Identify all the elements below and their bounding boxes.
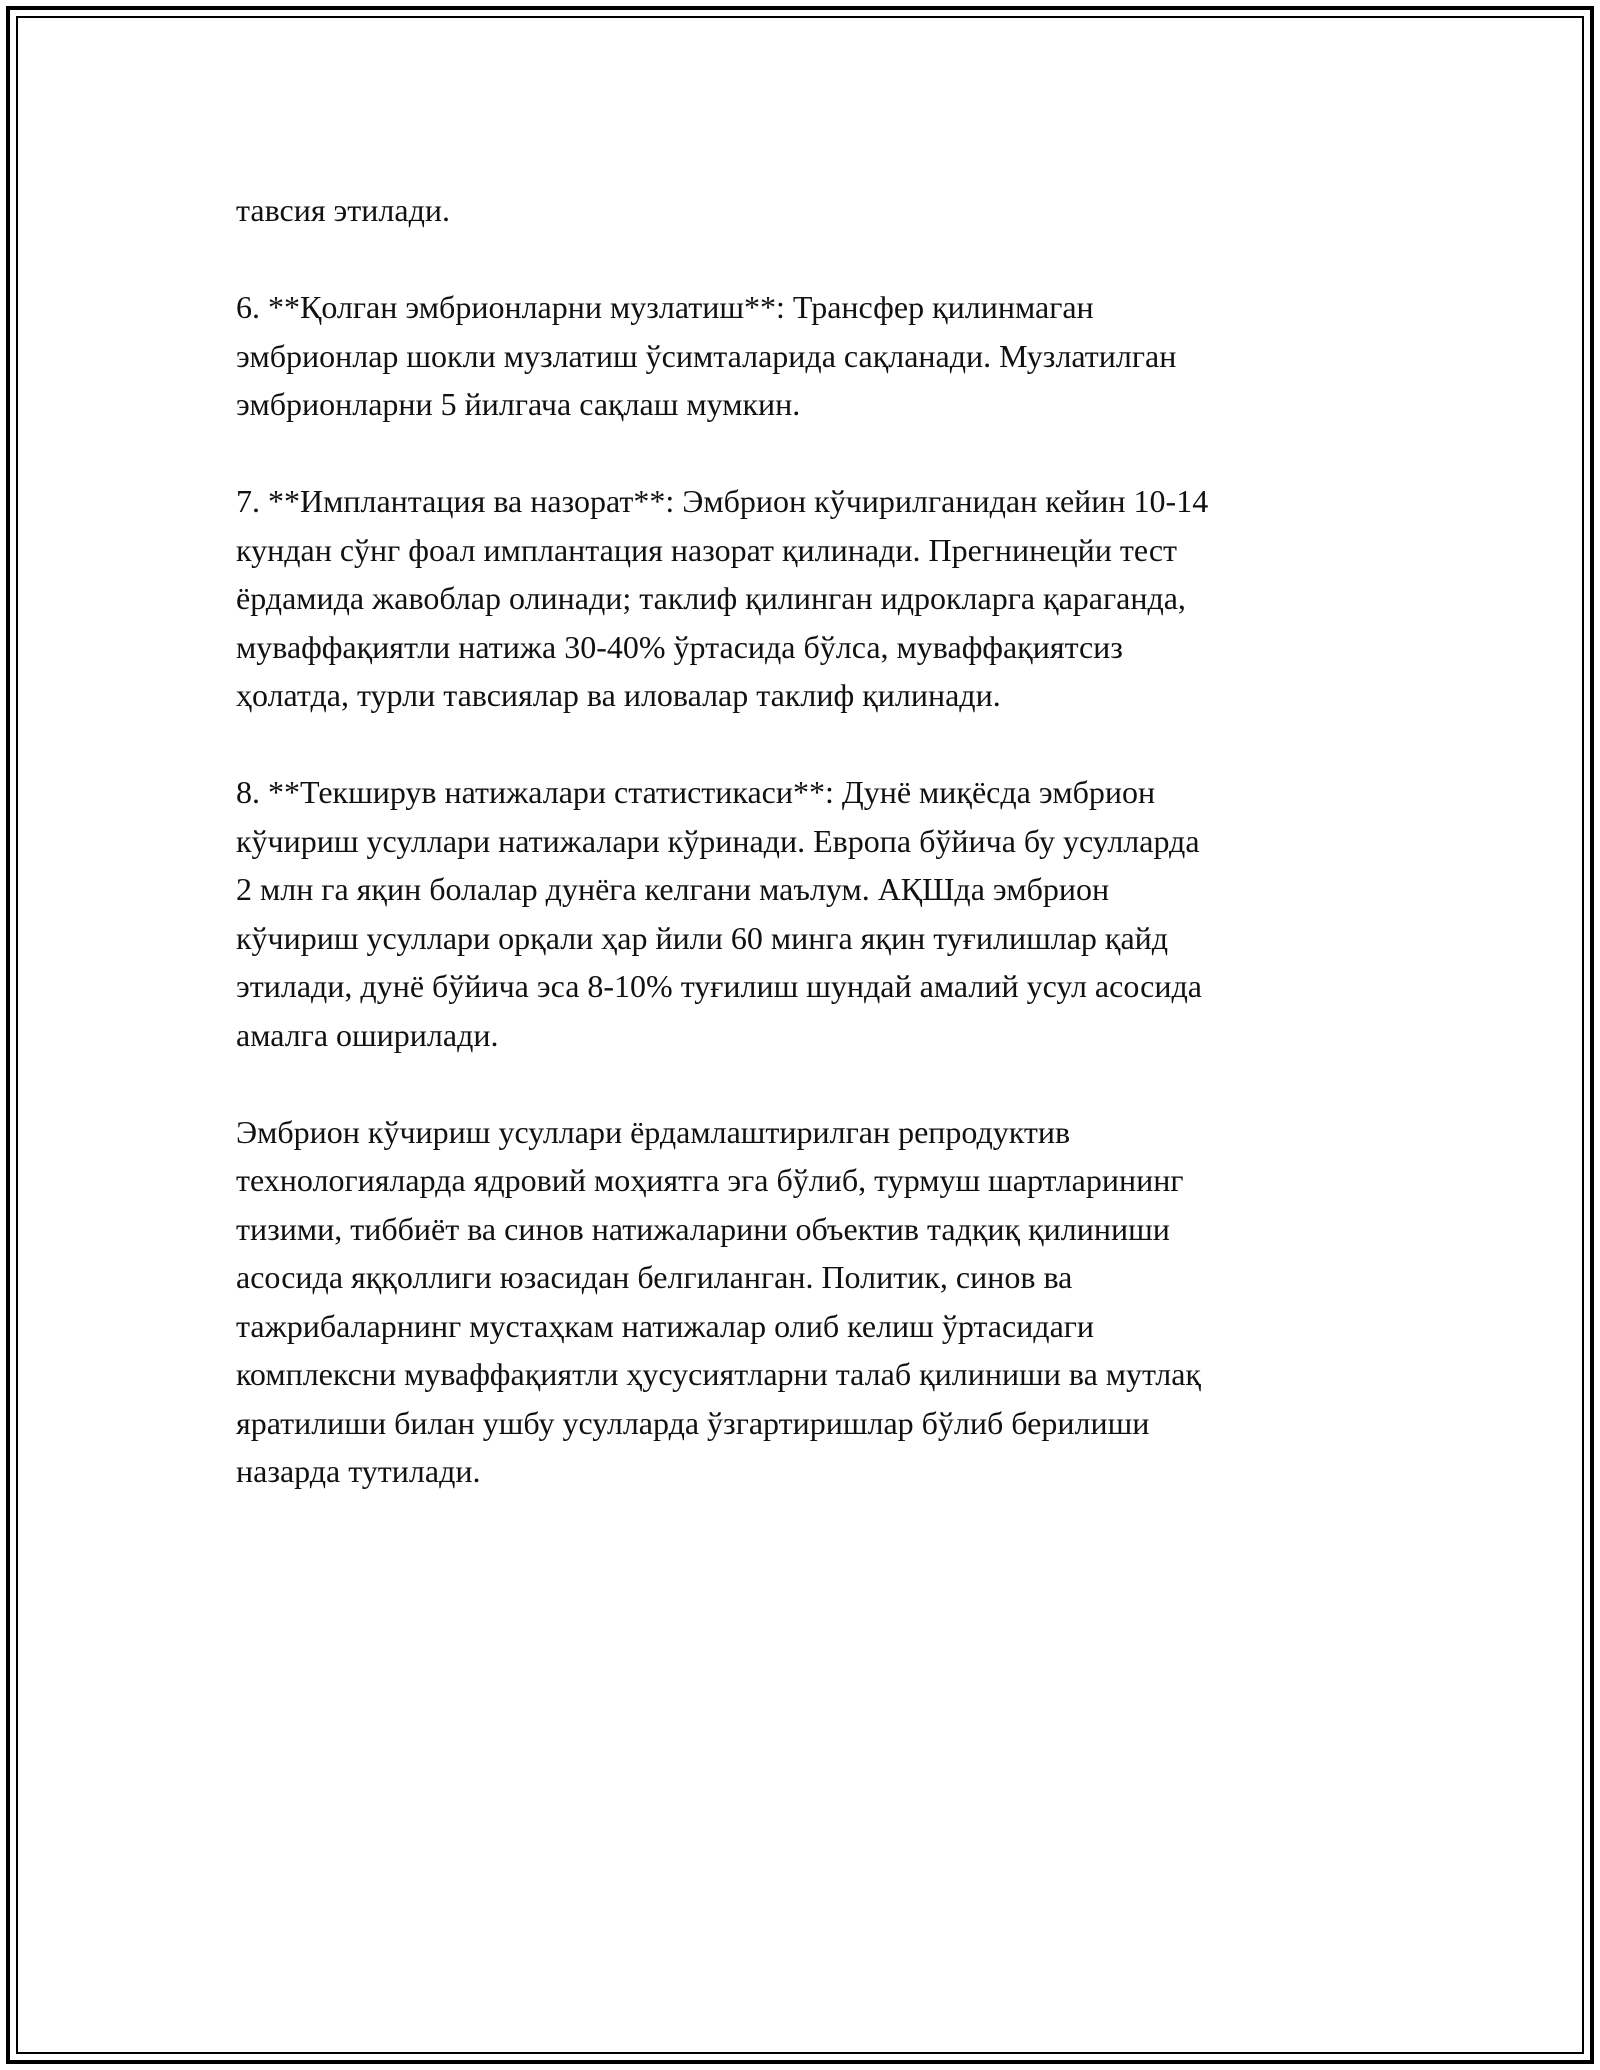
text-line: кўчириш усуллари натижалари кўринади. Европа бўйича бу усулларда — [236, 822, 1200, 859]
paragraph-item-8 — [236, 768, 1376, 1059]
text-line: яратилиши билан ушбу усулларда ўзгартиришлар бўлиб берилиши — [236, 1404, 1150, 1441]
text-line: Эмбрион кўчириш усуллари ёрдамлаштирилган репродуктив — [236, 1113, 1071, 1150]
text-line: тажрибаларнинг мустаҳкам натижалар олиб келиш ўртасидаги — [236, 1307, 1095, 1344]
paragraph-continuation — [236, 186, 1376, 235]
text-line: эмбрионларни 5 йилгача сақлаш мумкин. — [236, 386, 801, 422]
text-line: 6. **Қолган эмбрионларни музлатиш**: Трансфер қилинмаган — [236, 289, 1094, 325]
paragraph-item-6 — [236, 283, 1376, 429]
text-line: 2 млн га яқин болалар дунёга келгани маълум. АҚШда эмбрион — [236, 871, 1110, 907]
text-line: тизими, тиббиёт ва синов натижаларини объектив тадқиқ қилиниши — [236, 1210, 1170, 1247]
text-line: комплексни муваффақиятли ҳусусиятларни талаб қилиниши ва мутлақ — [236, 1356, 1201, 1392]
text-line: муваффақиятли натижа 30-40% ўртасида бўлса, муваффақиятсиз — [236, 628, 1123, 665]
text-line: асосида яққоллиги юзасидан белгиланган. Политик, синов ва — [236, 1259, 1073, 1295]
text-line: 8. **Текширув натижалари статистикаси**: Дунё миқёсда эмбрион — [236, 774, 1156, 810]
text-line: ёрдамида жавоблар олинади; таклиф қилинган идрокларга қараганда, — [236, 580, 1186, 616]
document-body — [236, 186, 1376, 1544]
paragraph-item-7 — [236, 477, 1376, 720]
text-line: эмбрионлар шокли музлатиш ўсимталарида сақланади. Музлатилган — [236, 337, 1177, 374]
text-line: этилади, дунё бўйича эса 8-10% туғилиш шундай амалий усул асосида — [236, 968, 1202, 1004]
text-line: кўчириш усуллари орқали ҳар йили 60 минга яқин туғилишлар қайд — [236, 919, 1169, 956]
text-line: тавсия этилади. — [236, 192, 450, 228]
text-line: технологияларда ядровий моҳиятга эга бўлиб, турмуш шартларининг — [236, 1162, 1184, 1198]
text-line: 7. **Имплантация ва назорат**: Эмбрион кўчирилганидан кейин 10-14 — [236, 483, 1209, 519]
text-line: амалга оширилади. — [236, 1016, 499, 1053]
paragraph-conclusion — [236, 1108, 1376, 1496]
text-line: кундан сўнг фоал имплантация назорат қилинади. Прегнинецйи тест — [236, 531, 1178, 568]
text-line: назарда тутилади. — [236, 1453, 481, 1489]
text-line: ҳолатда, турли тавсиялар ва иловалар таклиф қилинади. — [236, 677, 1001, 713]
